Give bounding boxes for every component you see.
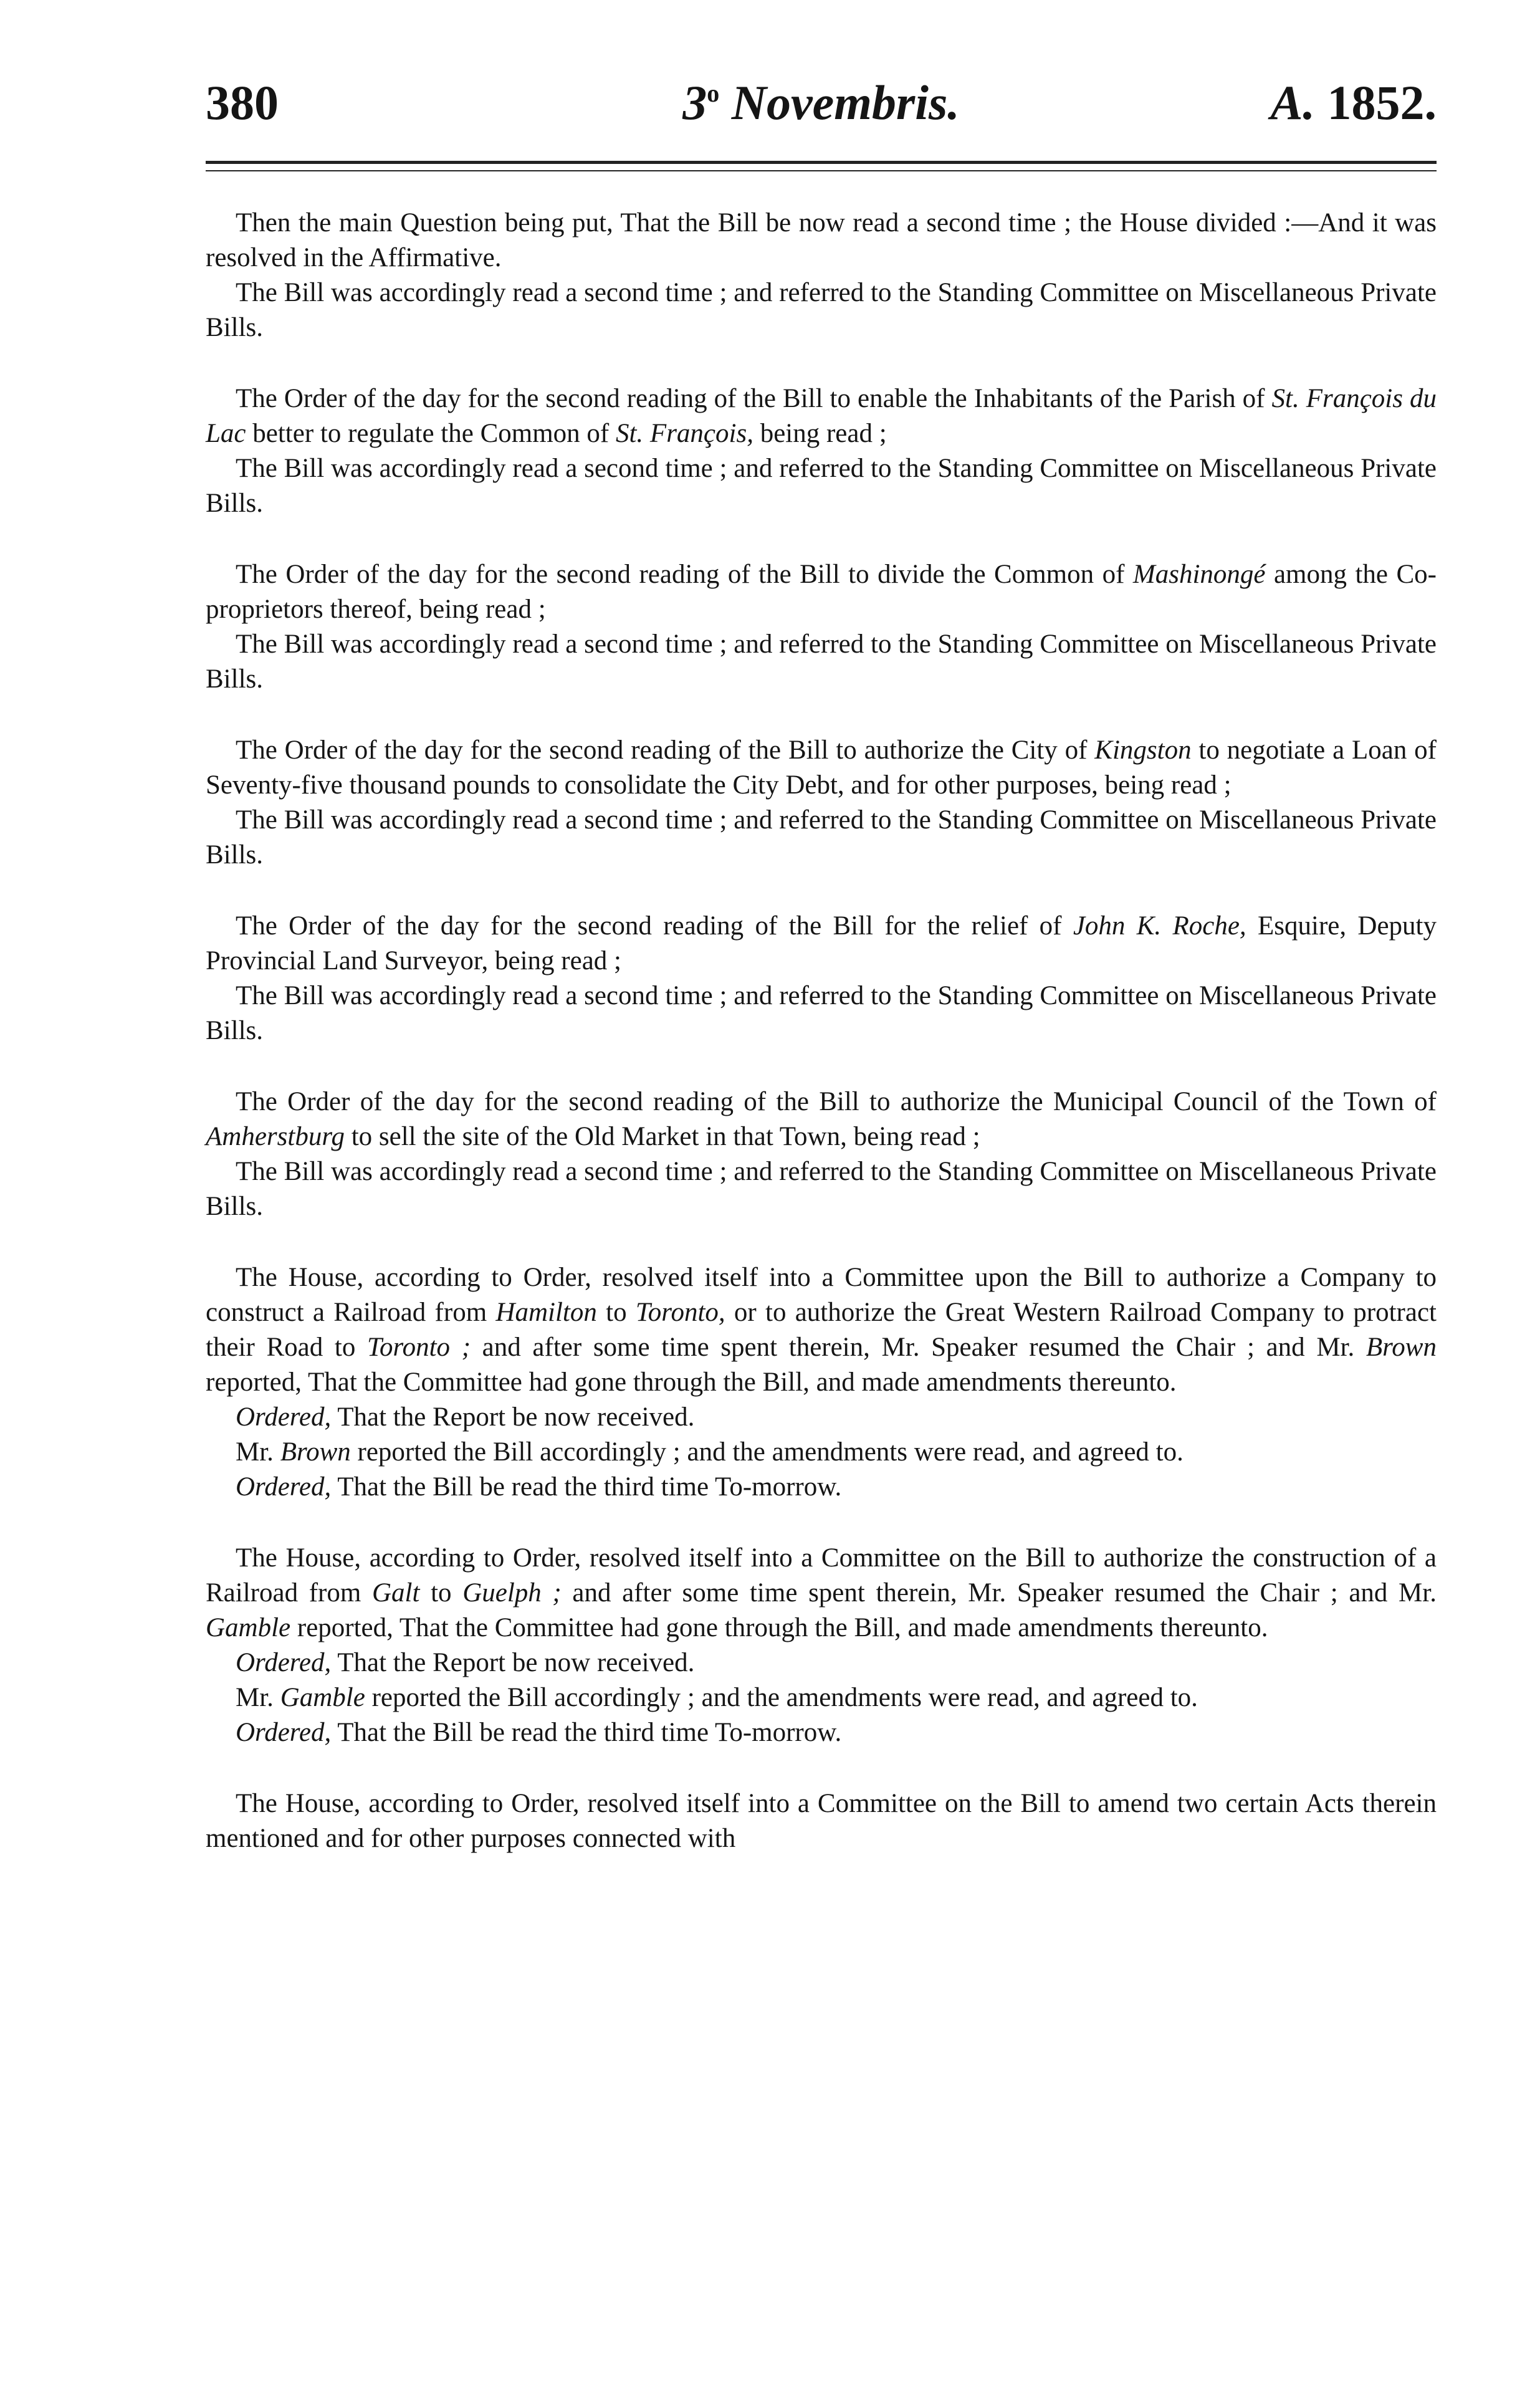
text-run: The Bill was accordingly read a second time ; and referred to the Standing Committee on Miscellaneous Private Bills.: [206, 1157, 1437, 1221]
header-year: [1270, 75, 1437, 131]
journal-entry: [206, 733, 1437, 873]
entry-line: [206, 803, 1437, 873]
text-run: The Bill was accordingly read a second time ; and referred to the Standing Committee on Miscellaneous Private Bills.: [206, 278, 1437, 342]
header-rule: [206, 161, 1437, 171]
italic-text: Brown: [1365, 1333, 1437, 1362]
italic-text: Toronto ;: [366, 1333, 471, 1362]
italic-text: Toronto,: [635, 1298, 725, 1327]
text-run: That the Report be now received.: [331, 1402, 695, 1432]
text-run: The Bill was accordingly read a second time ; and referred to the Standing Committee on Miscellaneous Private Bills.: [206, 454, 1437, 518]
text-run: Mr.: [236, 1683, 280, 1712]
text-run: to sell the site of the Old Market in that Town, being read ;: [344, 1122, 980, 1151]
entry-line: [206, 1680, 1437, 1715]
italic-text: Brown: [280, 1437, 351, 1467]
text-run: The Bill was accordingly read a second time ; and referred to the Standing Committee on Miscellaneous Private Bills.: [206, 981, 1437, 1045]
entry-line: [206, 206, 1437, 276]
text-run: The Order of the day for the second reading of the Bill for the relief of: [236, 911, 1073, 941]
italic-text: St. François,: [615, 419, 753, 448]
entry-line: [206, 1154, 1437, 1224]
text-run: better to regulate the Common of: [246, 419, 616, 448]
italic-text: St. François du Lac: [206, 384, 1437, 448]
text-run: Then the main Question being put, That the Bill be now read a second time ; the House divided :—And it was resolved in the Affirmative.: [206, 208, 1437, 272]
entry-line: [206, 627, 1437, 697]
text-run: The Order of the day for the second reading of the Bill to authorize the Municipal Council of the Town of: [236, 1087, 1437, 1116]
italic-text: Ordered,: [236, 1648, 332, 1677]
text-run: The House, according to Order, resolved itself into a Committee on the Bill to amend two certain Acts therein mentioned and for other purposes connected with: [206, 1789, 1437, 1853]
text-run: reported, That the Committee had gone through the Bill, and made amendments thereunto.: [290, 1613, 1268, 1642]
entry-line: [206, 979, 1437, 1048]
italic-text: Kingston: [1094, 736, 1192, 765]
entry-line: [206, 1715, 1437, 1750]
journal-entry: [206, 206, 1437, 345]
entry-line: [206, 1470, 1437, 1505]
text-run: and after some time spent therein, Mr. Speaker resumed the Chair ; and Mr.: [471, 1333, 1366, 1362]
text-run: reported, That the Committee had gone through the Bill, and made amendments thereunto.: [206, 1368, 1177, 1397]
text-run: That the Bill be read the third time To-morrow.: [331, 1472, 842, 1502]
italic-text: Galt: [371, 1578, 420, 1608]
entry-line: [206, 451, 1437, 521]
text-run: reported the Bill accordingly ; and the amendments were read, and agreed to.: [365, 1683, 1198, 1712]
entry-line: [206, 909, 1437, 979]
entry-line: [206, 1260, 1437, 1400]
italic-text: Gamble: [206, 1613, 291, 1642]
text-run: The Bill was accordingly read a second time ; and referred to the Standing Committee on Miscellaneous Private Bills.: [206, 805, 1437, 870]
italic-text: Gamble: [280, 1683, 365, 1712]
italic-text: Amherstburg: [206, 1122, 345, 1151]
italic-text: Ordered,: [236, 1472, 332, 1502]
journal-entry: [206, 909, 1437, 1048]
date-ordinal: o: [707, 79, 720, 107]
entry-line: [206, 1400, 1437, 1435]
text-run: to: [596, 1298, 636, 1327]
journal-text: [206, 206, 1437, 1856]
journal-entry: [206, 1085, 1437, 1224]
entry-line: [206, 276, 1437, 345]
text-run: Esquire, Deputy Provincial Land Surveyor, being read ;: [206, 911, 1437, 975]
journal-entry: [206, 381, 1437, 521]
journal-entry: [206, 557, 1437, 697]
date-day: 3: [682, 75, 707, 130]
italic-text: Mashinongé: [1132, 560, 1266, 589]
text-run: reported the Bill accordingly ; and the amendments were read, and agreed to.: [350, 1437, 1184, 1467]
entry-line: [206, 1435, 1437, 1470]
text-run: or to authorize the Great Western Railroad Company to protract their Road to: [206, 1298, 1437, 1362]
italic-text: Ordered,: [236, 1718, 332, 1747]
entry-line: [206, 1786, 1437, 1856]
entry-line: [206, 557, 1437, 627]
text-run: The Order of the day for the second reading of the Bill to authorize the City of: [236, 736, 1095, 765]
journal-entry: [206, 1786, 1437, 1856]
page-header: [206, 75, 1437, 150]
entry-line: [206, 1085, 1437, 1154]
entry-line: [206, 1541, 1437, 1646]
italic-text: Hamilton: [495, 1298, 597, 1327]
text-run: among the Co-proprietors thereof, being read ;: [206, 560, 1437, 624]
text-run: being read ;: [753, 419, 887, 448]
text-run: and after some time spent therein, Mr. Speaker resumed the Chair ; and Mr.: [561, 1578, 1437, 1608]
text-run: The Order of the day for the second reading of the Bill to enable the Inhabitants of the Parish of: [236, 384, 1272, 413]
entry-line: [206, 1646, 1437, 1680]
text-run: Mr.: [236, 1437, 280, 1467]
header-date: [206, 75, 1437, 131]
italic-text: Guelph ;: [462, 1578, 562, 1608]
year-letter: A.: [1270, 75, 1315, 130]
entry-line: [206, 381, 1437, 451]
text-run: to negotiate a Loan of Seventy-five thousand pounds to consolidate the City Debt, and for other purposes, being read ;: [206, 736, 1437, 800]
journal-entry: [206, 1260, 1437, 1505]
text-run: The House, according to Order, resolved itself into a Committee upon the Bill to authorize a Company to construct a Railroad from: [206, 1263, 1437, 1327]
text-run: The Bill was accordingly read a second time ; and referred to the Standing Committee on Miscellaneous Private Bills.: [206, 630, 1437, 694]
journal-entry: [206, 1541, 1437, 1750]
italic-text: Ordered,: [236, 1402, 332, 1432]
text-run: The House, according to Order, resolved itself into a Committee on the Bill to authorize the construction of a Railroad from: [206, 1543, 1437, 1608]
date-month: Novembris.: [731, 75, 960, 130]
document-page: [206, 75, 1437, 1892]
text-run: The Order of the day for the second reading of the Bill to divide the Common of: [236, 560, 1133, 589]
text-run: That the Report be now received.: [331, 1648, 695, 1677]
text-run: That the Bill be read the third time To-morrow.: [331, 1718, 842, 1747]
year-number: 1852.: [1327, 75, 1437, 130]
entry-line: [206, 733, 1437, 803]
text-run: to: [419, 1578, 463, 1608]
italic-text: John K. Roche,: [1073, 911, 1246, 941]
page-number: 380: [206, 75, 279, 130]
